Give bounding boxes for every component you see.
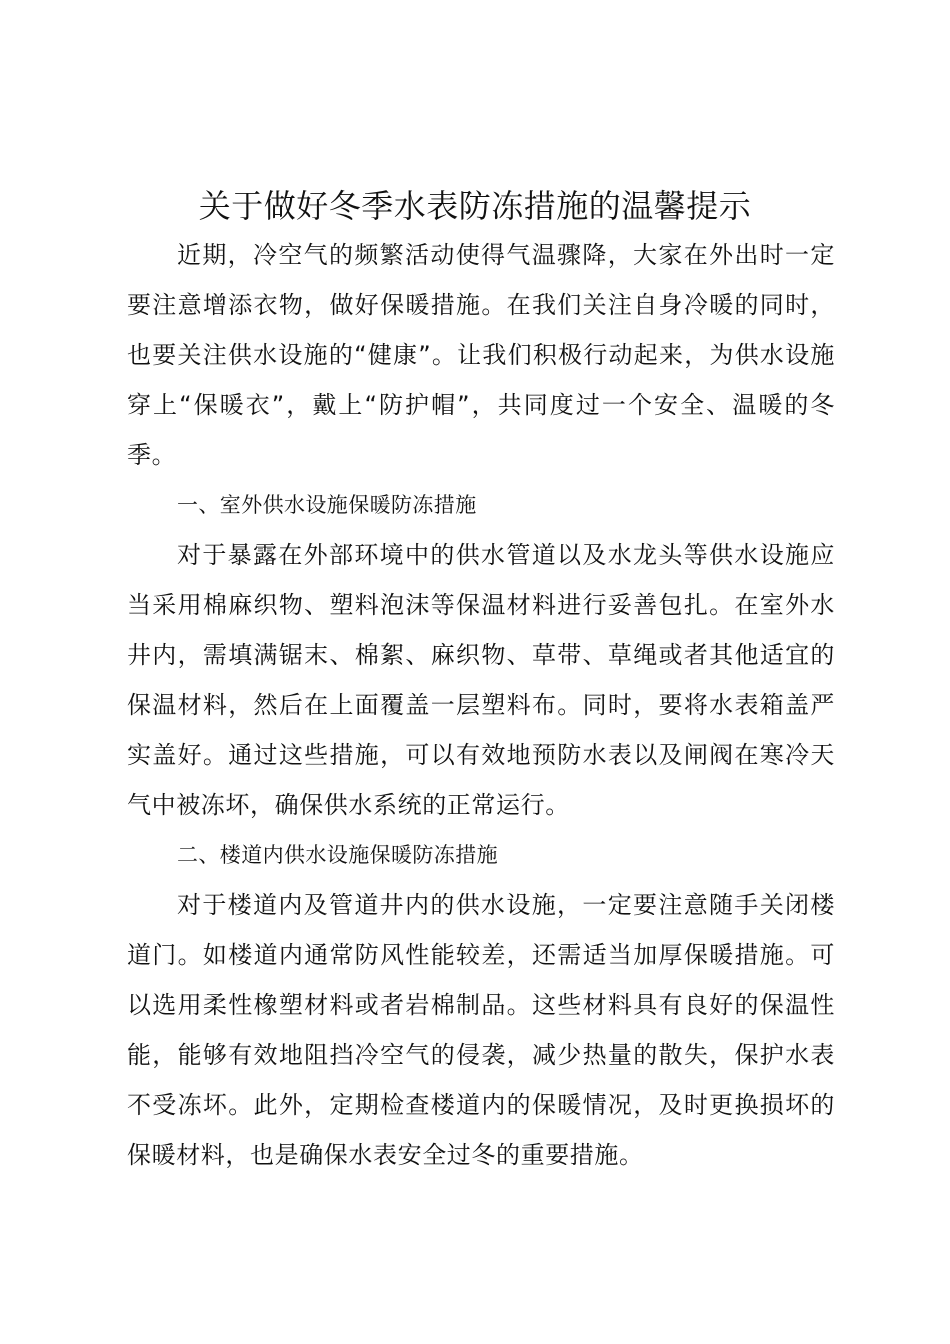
section-text-corridor: 对于楼道内及管道井内的供水设施，一定要注意随手关闭楼道门。如楼道内通常防风性能较差，还需适当加厚保暖措施。可以选用柔性橡塑材料或者岩棉制品。这些材料具有良好的保温性能，能够有效地阻挡冷空气的侵袭，减少热量的散失，保护水表不受冻坏。此外，定期检查楼道内的保暖情况，及时更换损坏的保暖材料，也是确保水表安全过冬的重要措施。 bbox=[127, 891, 835, 1169]
section-heading-corridor: 二、楼道内供水设施保暖防冻措施 bbox=[177, 843, 498, 867]
document-body bbox=[127, 230, 835, 1180]
intro-paragraph: 近期，冷空气的频繁活动使得气温骤降，大家在外出时一定要注意增添衣物，做好保暖措施。在我们关注自身冷暖的同时，也要关注供水设施的“健康”。让我们积极行动起来，为供水设施穿上“保暖衣”，戴上“防护帽”，共同度过一个安全、温暖的冬季。 bbox=[127, 241, 835, 469]
document-title: 关于做好冬季水表防冻措施的温馨提示 bbox=[198, 187, 752, 225]
section-heading-outdoor: 一、室外供水设施保暖防冻措施 bbox=[177, 493, 477, 517]
section-text-outdoor: 对于暴露在外部环境中的供水管道以及水龙头等供水设施应当采用棉麻织物、塑料泡沫等保温材料进行妥善包扎。在室外水井内，需填满锯末、棉絮、麻织物、草带、草绳或者其他适宜的保温材料，然后在上面覆盖一层塑料布。同时，要将水表箱盖严实盖好。通过这些措施，可以有效地预防水表以及闸阀在寒冷天气中被冻坏，确保供水系统的正常运行。 bbox=[127, 541, 835, 819]
